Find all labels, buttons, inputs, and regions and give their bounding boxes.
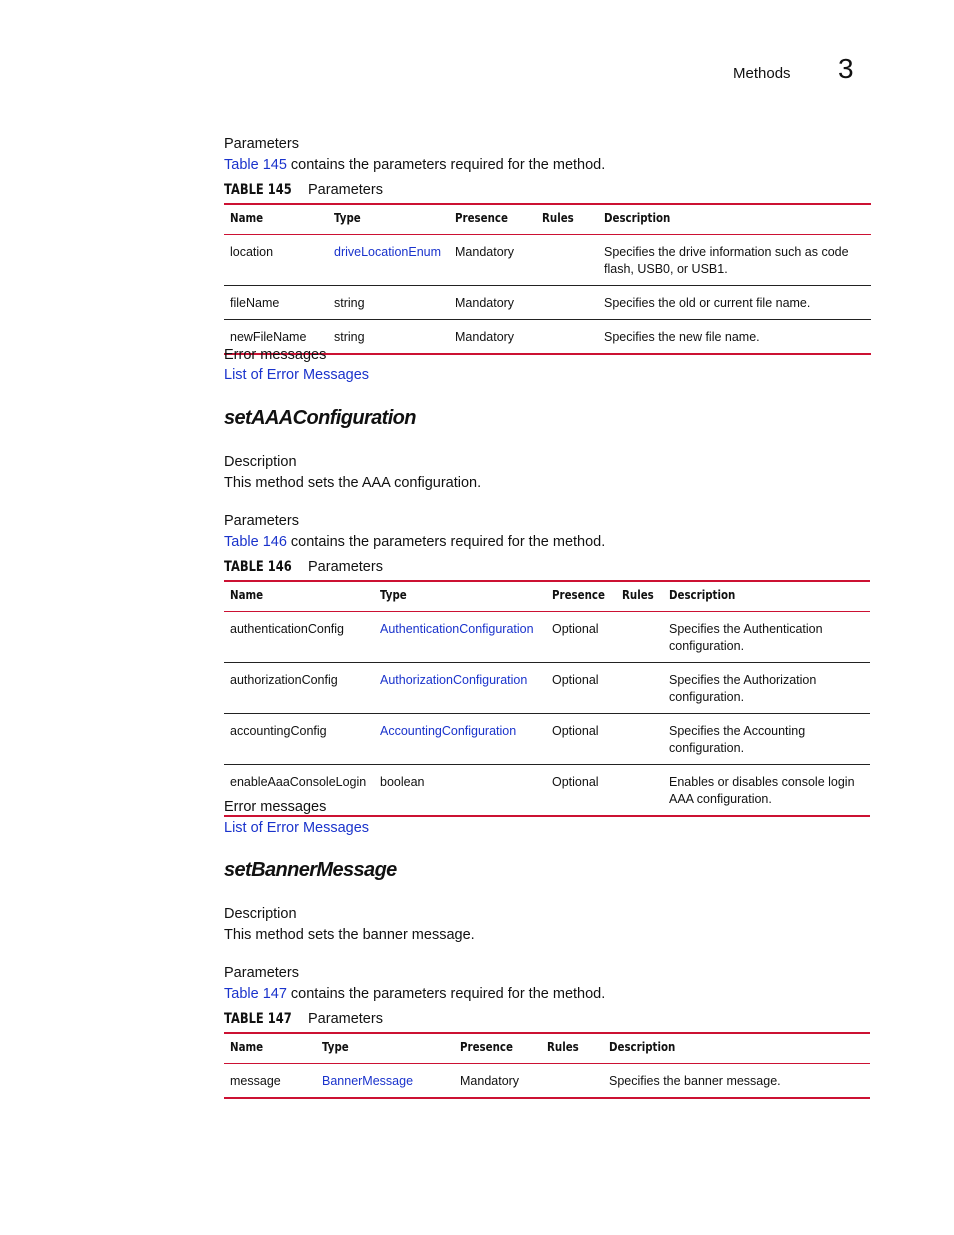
param-rules <box>536 235 598 286</box>
column-header-rules: Rules <box>541 1033 603 1064</box>
table-number: TABLE 146 <box>224 559 292 575</box>
description-heading: Description <box>224 906 297 922</box>
error-messages-heading: Error messages <box>224 799 327 815</box>
param-description: Specifies the Authentication configuration. <box>663 612 870 663</box>
table-row <box>224 286 871 320</box>
param-type-link[interactable]: AuthorizationConfiguration <box>374 663 546 714</box>
param-name: message <box>224 1064 316 1099</box>
param-rules <box>616 612 663 663</box>
table-row <box>224 235 871 286</box>
table-145-link[interactable]: Table 145 <box>224 157 287 173</box>
param-name: accountingConfig <box>224 714 374 765</box>
table-row <box>224 714 870 765</box>
column-header-type: Type <box>316 1033 454 1064</box>
table-caption-text: Parameters <box>308 182 383 198</box>
param-description: Specifies the drive information such as code flash, USB0, or USB1. <box>598 235 871 286</box>
table-intro-text: contains the parameters required for the method. <box>286 157 606 173</box>
param-presence: Mandatory <box>449 320 536 355</box>
table-intro <box>224 534 605 550</box>
param-type-link[interactable]: BannerMessage <box>316 1064 454 1099</box>
param-presence: Optional <box>546 612 616 663</box>
table-caption <box>224 559 383 575</box>
param-type: string <box>328 320 449 355</box>
param-name: fileName <box>224 286 328 320</box>
param-name: authenticationConfig <box>224 612 374 663</box>
table-number: TABLE 145 <box>224 182 292 198</box>
column-header-name: Name <box>224 581 374 612</box>
param-presence: Mandatory <box>449 286 536 320</box>
table-147-link[interactable]: Table 147 <box>224 986 287 1002</box>
chapter-number: 3 <box>838 53 854 84</box>
param-name: newFileName <box>224 320 328 355</box>
method-title: setBannerMessage <box>224 859 397 881</box>
param-name: enableAaaConsoleLogin <box>224 765 374 817</box>
param-description: Specifies the Authorization configuration. <box>663 663 870 714</box>
param-rules <box>536 320 598 355</box>
error-messages-heading: Error messages <box>224 347 327 363</box>
param-name: location <box>224 235 328 286</box>
method-title: setAAAConfiguration <box>224 407 416 429</box>
param-type-link[interactable]: AuthenticationConfiguration <box>374 612 546 663</box>
param-type-link[interactable]: driveLocationEnum <box>328 235 449 286</box>
column-header-type: Type <box>374 581 546 612</box>
description-text: This method sets the banner message. <box>224 927 475 943</box>
table-146-link[interactable]: Table 146 <box>224 534 287 550</box>
table-row <box>224 612 870 663</box>
param-description: Specifies the Accounting configuration. <box>663 714 870 765</box>
table-row <box>224 663 870 714</box>
param-presence: Optional <box>546 663 616 714</box>
param-rules <box>616 663 663 714</box>
table-intro-text: contains the parameters required for the method. <box>286 534 606 550</box>
column-header-name: Name <box>224 204 328 235</box>
column-header-name: Name <box>224 1033 316 1064</box>
parameters-table-146 <box>224 580 870 817</box>
column-header-rules: Rules <box>616 581 663 612</box>
column-header-type: Type <box>328 204 449 235</box>
param-presence: Optional <box>546 765 616 817</box>
description-text: This method sets the AAA configuration. <box>224 475 482 491</box>
param-rules <box>616 765 663 817</box>
parameters-table-145 <box>224 203 871 355</box>
table-intro <box>224 157 605 173</box>
table-caption <box>224 182 383 198</box>
table-caption-text: Parameters <box>308 559 383 575</box>
param-description: Specifies the old or current file name. <box>598 286 871 320</box>
column-header-rules: Rules <box>536 204 598 235</box>
table-intro <box>224 986 605 1002</box>
running-header-title: Methods <box>733 65 791 82</box>
parameters-heading: Parameters <box>224 513 299 529</box>
param-description: Enables or disables console login AAA configuration. <box>663 765 870 817</box>
column-header-description: Description <box>663 581 870 612</box>
table-intro-text: contains the parameters required for the method. <box>286 986 606 1002</box>
param-presence: Mandatory <box>454 1064 541 1099</box>
table-number: TABLE 147 <box>224 1011 292 1027</box>
param-rules <box>541 1064 603 1099</box>
error-messages-link[interactable]: List of Error Messages <box>224 820 370 836</box>
column-header-presence: Presence <box>449 204 536 235</box>
parameters-heading: Parameters <box>224 136 299 152</box>
param-presence: Mandatory <box>449 235 536 286</box>
param-description: Specifies the banner message. <box>603 1064 870 1099</box>
parameters-heading: Parameters <box>224 965 299 981</box>
column-header-presence: Presence <box>454 1033 541 1064</box>
column-header-description: Description <box>603 1033 870 1064</box>
param-name: authorizationConfig <box>224 663 374 714</box>
table-caption <box>224 1011 383 1027</box>
param-type: boolean <box>374 765 546 817</box>
param-description: Specifies the new file name. <box>598 320 871 355</box>
param-type: string <box>328 286 449 320</box>
param-rules <box>616 714 663 765</box>
parameters-table-147 <box>224 1032 870 1099</box>
column-header-presence: Presence <box>546 581 616 612</box>
table-row <box>224 1064 870 1099</box>
param-rules <box>536 286 598 320</box>
table-caption-text: Parameters <box>308 1011 383 1027</box>
param-type-link[interactable]: AccountingConfiguration <box>374 714 546 765</box>
description-heading: Description <box>224 454 297 470</box>
column-header-description: Description <box>598 204 871 235</box>
error-messages-link[interactable]: List of Error Messages <box>224 367 370 383</box>
param-presence: Optional <box>546 714 616 765</box>
